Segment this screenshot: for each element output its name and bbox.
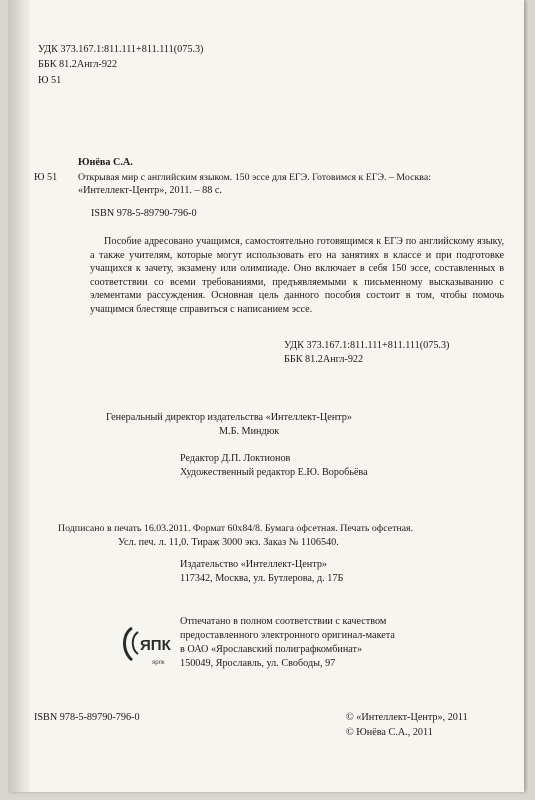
catalog-udk: УДК 373.167.1:811.111+811.111(075.3) xyxy=(284,340,450,351)
print-info-line2: Усл. печ. л. 11,0. Тираж 3000 экз. Заказ № 1106540. xyxy=(118,537,339,548)
footer-copyright-author: © Юнёва С.А., 2011 xyxy=(346,727,433,738)
printer-line3: в ОАО «Ярославский полиграфкомбинат» xyxy=(180,644,363,655)
footer-copyright-publisher: © «Интеллект-Центр», 2011 xyxy=(346,712,468,723)
printer-logo-text: ЯПК xyxy=(140,637,171,654)
catalog-bbk: ББК 81.2Англ-922 xyxy=(284,354,364,365)
director-title: Генеральный директор издательства «Интеллект-Центр» xyxy=(106,412,352,423)
editor: Редактор Д.П. Локтионов xyxy=(180,453,291,464)
printer-line1: Отпечатано в полном соответствии с качеством xyxy=(180,616,387,627)
book-page xyxy=(8,0,524,792)
catalog-author: Юнёва С.А. xyxy=(78,157,133,168)
page-gutter-shadow xyxy=(8,0,30,792)
printer-line4: 150049, Ярославль, ул. Свободы, 97 xyxy=(180,658,336,669)
catalog-title-line2: «Интеллект-Центр», 2011. – 88 с. xyxy=(78,185,222,196)
catalog-isbn: ISBN 978-5-89790-796-0 xyxy=(91,208,197,219)
director-name: М.Б. Миндюк xyxy=(219,426,280,437)
catalog-author-mark: Ю 51 xyxy=(34,172,58,183)
publisher-address: 117342, Москва, ул. Бутлерова, д. 17Б xyxy=(180,573,344,584)
top-author-mark: Ю 51 xyxy=(38,75,62,86)
print-info-line1: Подписано в печать 16.03.2011. Формат 60х84/8. Бумага офсетная. Печать офсетная. xyxy=(58,523,414,534)
publisher-name: Издательство «Интеллект-Центр» xyxy=(180,559,328,570)
catalog-title-line1: Открывая мир с английским языком. 150 эссе для ЕГЭ. Готовимся к ЕГЭ. – Москва: xyxy=(78,172,431,183)
top-udk: УДК 373.167.1:811.111+811.111(075.3) xyxy=(38,44,204,55)
printer-logo-subtext: ярпк xyxy=(152,660,165,666)
art-editor: Художественный редактор Е.Ю. Воробьёва xyxy=(180,467,368,478)
annotation-paragraph: Пособие адресовано учащимся, самостоятельно готовящимся к ЕГЭ по английскому языку, а также учителям, которые могут использовать его на занятиях в классе и при подготовке учащихся к зачету, экзамену или олимпиаде. Оно включает в себя 150 эссе, составленных в соответствии со всеми требованиями, предъявляемыми к письменному высказыванию с элементами рассуждения. Основная цель данного пособия состоит в том, чтобы помочь учащимся блестяще справиться с написанием эссе. xyxy=(90,236,504,315)
printer-line2: предоставленного электронного оригинал-макета xyxy=(180,630,395,641)
top-bbk: ББК 81.2Англ-922 xyxy=(38,59,118,70)
footer-isbn: ISBN 978-5-89790-796-0 xyxy=(34,712,140,723)
